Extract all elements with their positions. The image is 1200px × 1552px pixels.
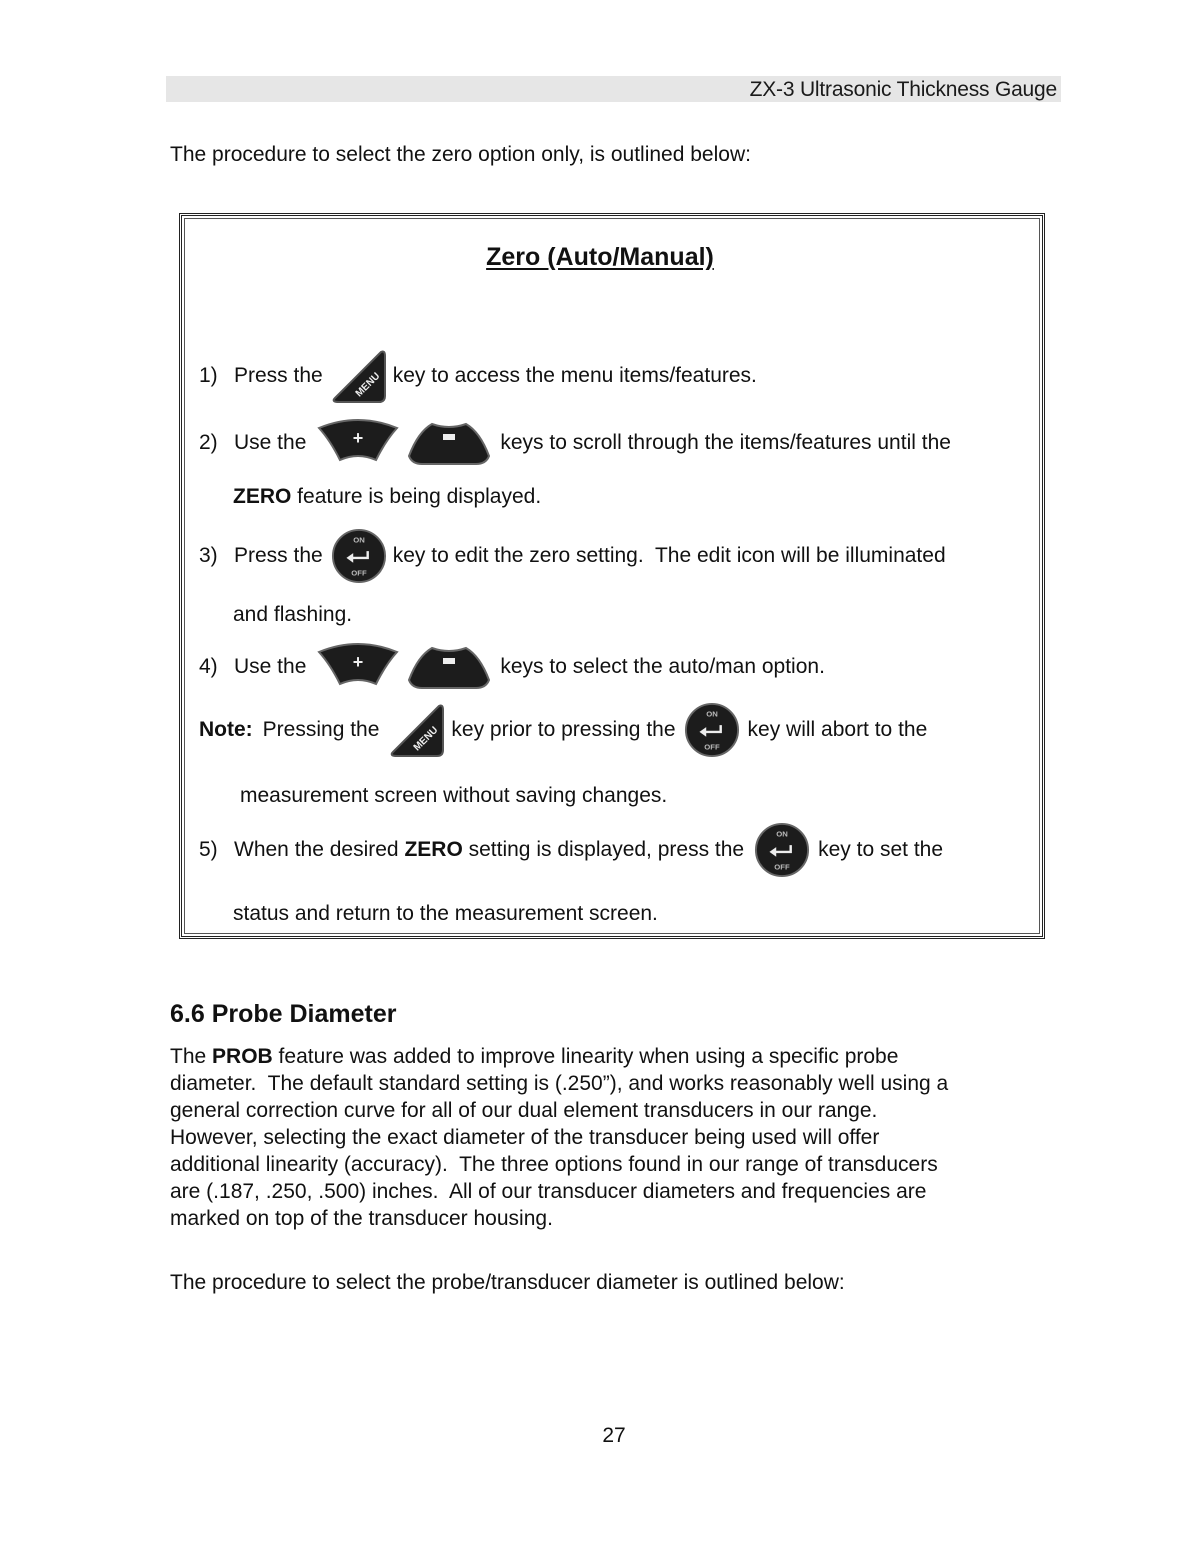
step-text: setting is displayed, press the bbox=[462, 838, 745, 861]
step-text: key to set the bbox=[818, 838, 944, 861]
zero-keyword: ZERO bbox=[233, 485, 292, 508]
step-5 bbox=[199, 822, 943, 878]
note-text: Pressing the bbox=[262, 718, 380, 741]
step-4 bbox=[199, 642, 825, 692]
step-text: key to edit the zero setting. The edit icon will be illuminated bbox=[392, 544, 946, 567]
note-text: key prior to pressing the bbox=[451, 718, 676, 741]
procedure-intro-text: The procedure to select the probe/transducer diameter is outlined below: bbox=[170, 1271, 845, 1294]
procedure-title: Zero (Auto/Manual) bbox=[486, 243, 714, 271]
step-text: feature is being displayed. bbox=[291, 485, 542, 508]
paragraph-text: feature was added to improve linearity when using a specific probe bbox=[272, 1045, 899, 1068]
menu-key-icon bbox=[389, 702, 445, 758]
note-continuation bbox=[240, 784, 667, 808]
step-text: When the desired bbox=[234, 838, 405, 861]
paragraph-line bbox=[170, 1043, 1070, 1070]
step-3 bbox=[199, 528, 946, 584]
step-3-continuation bbox=[233, 603, 352, 627]
paragraph-line: additional linearity (accuracy). The three options found in our range of transducers bbox=[170, 1153, 938, 1176]
on-off-enter-key-icon bbox=[754, 822, 810, 878]
step-text: keys to select the auto/man option. bbox=[500, 655, 825, 678]
note-label: Note: bbox=[199, 718, 253, 741]
step-2-continuation bbox=[233, 485, 541, 509]
zero-keyword: ZERO bbox=[404, 838, 463, 861]
paragraph-line: marked on top of the transducer housing. bbox=[170, 1207, 553, 1230]
paragraph-line: general correction curve for all of our dual element transducers in our range. bbox=[170, 1099, 878, 1122]
step-2 bbox=[199, 418, 951, 468]
step-number: 5) bbox=[199, 838, 218, 861]
step-number: 2) bbox=[199, 431, 218, 454]
note-text: key will abort to the bbox=[747, 718, 928, 741]
step-1 bbox=[199, 348, 757, 404]
section-heading: 6.6 Probe Diameter bbox=[170, 1000, 397, 1028]
paragraph-line: are (.187, .250, .500) inches. All of our transducer diameters and frequencies are bbox=[170, 1180, 927, 1203]
step-text: Use the bbox=[234, 655, 307, 678]
running-header bbox=[166, 76, 1061, 102]
step-5-continuation bbox=[233, 902, 658, 926]
step-text: keys to scroll through the items/features until the bbox=[500, 431, 951, 454]
step-text: and flashing. bbox=[233, 603, 353, 626]
paragraph-line: However, selecting the exact diameter of the transducer being used will offer bbox=[170, 1126, 880, 1149]
step-text: key to access the menu items/features. bbox=[392, 364, 757, 387]
note bbox=[199, 702, 927, 758]
step-text: Press the bbox=[234, 544, 323, 567]
step-text: Press the bbox=[234, 364, 323, 387]
step-number: 3) bbox=[199, 544, 218, 567]
document-title: ZX-3 Ultrasonic Thickness Gauge bbox=[749, 78, 1057, 101]
page-number: 27 bbox=[602, 1424, 626, 1447]
minus-key-icon bbox=[406, 418, 492, 468]
plus-key-icon bbox=[316, 418, 400, 468]
step-text: Use the bbox=[234, 431, 307, 454]
step-number: 1) bbox=[199, 364, 218, 387]
on-off-enter-key-icon bbox=[331, 528, 387, 584]
paragraph-text: The bbox=[170, 1045, 213, 1068]
step-text: status and return to the measurement screen. bbox=[233, 902, 658, 925]
plus-key-icon bbox=[316, 642, 400, 692]
intro-text: The procedure to select the zero option only, is outlined below: bbox=[170, 143, 751, 166]
note-text: measurement screen without saving changes. bbox=[240, 784, 668, 807]
menu-key-icon bbox=[331, 348, 387, 404]
section-paragraph bbox=[170, 1043, 1070, 1232]
paragraph-line: diameter. The default standard setting is (.250”), and works reasonably well using a bbox=[170, 1072, 949, 1095]
on-off-enter-key-icon bbox=[684, 702, 740, 758]
minus-key-icon bbox=[406, 642, 492, 692]
step-number: 4) bbox=[199, 655, 218, 678]
prob-keyword: PROB bbox=[212, 1045, 273, 1068]
